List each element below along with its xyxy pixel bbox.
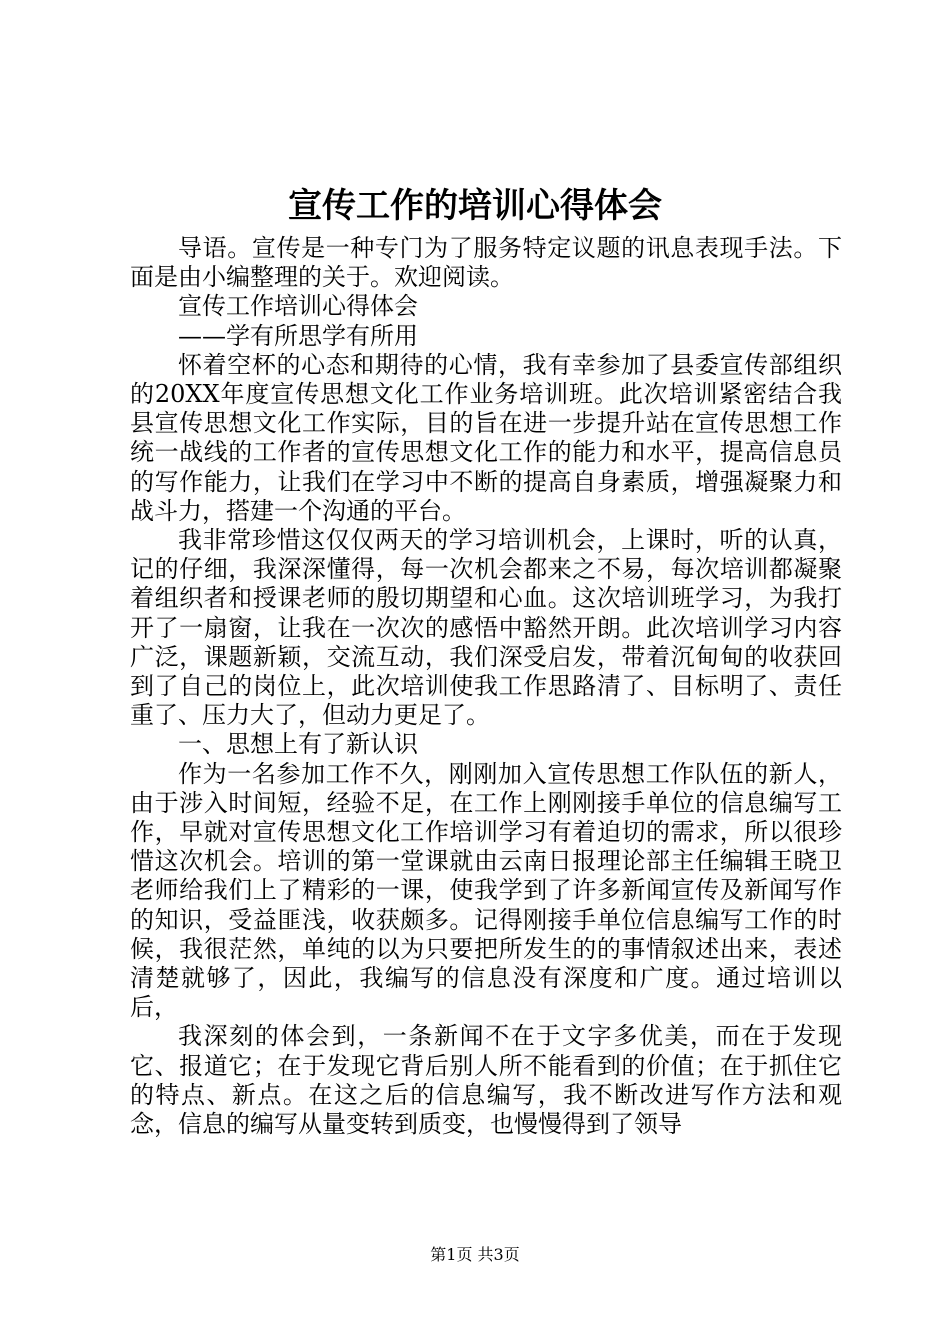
body-paragraph: 作为一名参加工作不久，刚刚加入宣传思想工作队伍的新人，由于涉入时间短，经验不足，在工作上刚刚接手单位的信息编写工作，早就对宣传思想文化工作培训学习有着迫切的需求，所以很珍惜这次机会。培训的第一堂课就由云南日报理论部主任编辑王晓卫老师给我们上了精彩的一课，使我学到了许多新闻宣传及新闻写作的知识，受益匪浅，收获颇多。记得刚接手单位信息编写工作的时候，我很茫然，单纯的以为只要把所发生的的事情叙述出来，表述清楚就够了，因此，我编写的信息没有深度和广度。通过培训以后， [130,759,842,1022]
subtitle-paragraph: 宣传工作培训心得体会 [178,292,418,321]
subheading-paragraph: ——学有所思学有所用 [178,321,418,350]
body-paragraph: 我非常珍惜这仅仅两天的学习培训机会，上课时，听的认真，记的仔细，我深深懂得，每一次机会都来之不易，每次培训都凝聚着组织者和授课老师的殷切期望和心血。这次培训班学习，为我打开了一扇窗，让我在一次次的感悟中豁然开朗。此次培训学习内容广泛，课题新颖，交流互动，我们深受启发，带着沉甸甸的收获回到了自己的岗位上，此次培训使我工作思路清了、目标明了、责任重了、压力大了，但动力更足了。 [130,526,842,730]
document-title: 宣传工作的培训心得体会 [288,186,662,226]
document-body [130,234,842,1139]
body-paragraph: 怀着空杯的心态和期待的心情，我有幸参加了县委宣传部组织的20XX年度宣传思想文化工作业务培训班。此次培训紧密结合我县宣传思想文化工作实际，目的旨在进一步提升站在宣传思想工作统一战线的工作者的宣传思想文化工作的能力和水平，提高信息员的写作能力，让我们在学习中不断的提高自身素质，增强凝聚力和战斗力，搭建一个沟通的平台。 [130,350,842,525]
section-heading: 一、思想上有了新认识 [178,730,418,759]
body-paragraph: 我深刻的体会到，一条新闻不在于文字多优美，而在于发现它、报道它；在于发现它背后别人所不能看到的价值；在于抓住它的特点、新点。在这之后的信息编写，我不断改进写作方法和观念，信息的编写从量变转到质变，也慢慢得到了领导 [130,1022,842,1139]
intro-paragraph: 导语。宣传是一种专门为了服务特定议题的讯息表现手法。下面是由小编整理的关于。欢迎阅读。 [130,234,842,292]
page-footer: 第1页 共3页 [430,1245,520,1264]
